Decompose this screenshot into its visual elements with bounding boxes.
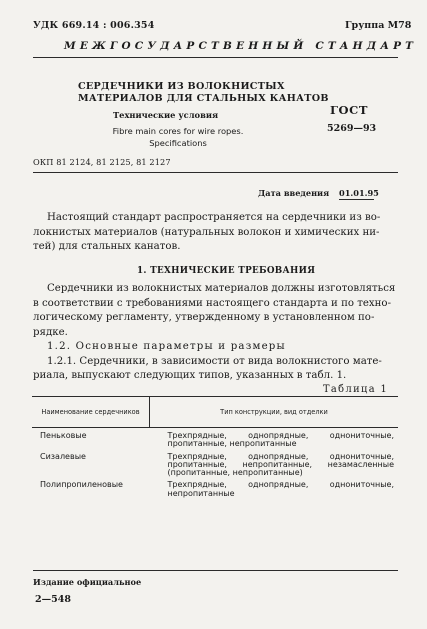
table-caption: Таблица 1 — [323, 384, 389, 395]
subsection-1-2-heading: 1.2. Основные параметры и размеры — [47, 341, 286, 352]
s121-line-2: риала, выпускают следующих типов, указанных в табл. 1. — [33, 370, 347, 381]
table-row — [32, 428, 398, 449]
intro-line-3: тей) для стальных канатов. — [33, 241, 181, 252]
effective-date-label: Дата введения — [258, 188, 330, 198]
s121-line-1: 1.2.1. Сердечники, в зависимости от вида волокнистого мате- — [47, 355, 382, 367]
title-line-1: СЕРДЕЧНИКИ ИЗ ВОЛОКНИСТЫХ — [78, 81, 285, 92]
row-name: Пеньковые — [40, 431, 87, 440]
date-underline — [339, 199, 374, 200]
table-header-row — [32, 397, 398, 428]
group-code: Группа М78 — [345, 20, 412, 31]
interstate-standard-banner: МЕЖГОСУДАРСТВЕННЫЙ СТАНДАРТ — [64, 40, 418, 52]
udk-code: УДК 669.14 : 006.354 — [33, 20, 155, 31]
cores-table — [32, 396, 398, 498]
row-desc: Трехпрядные, однопрядные, однониточные, пропитанные, непропитанные, незамасленные (пропитанные, непропитанные) — [167, 451, 394, 478]
s11-line-2: в соответствии с требованиями настоящего стандарта и по техно- — [33, 297, 392, 309]
row-desc: Трехпрядные, однопрядные, однониточные, непропитанные — [167, 480, 394, 498]
section-heading: 1. ТЕХНИЧЕСКИЕ ТРЕБОВАНИЯ — [137, 266, 316, 276]
intro-line-1: Настоящий стандарт распространяется на сердечники из во- — [47, 212, 381, 223]
top-divider — [33, 57, 398, 58]
document-subtitle: Технические условия — [113, 110, 219, 120]
footer-divider — [33, 570, 398, 571]
row-name: Сизалевые — [40, 451, 86, 461]
title-line-2: МАТЕРИАЛОВ ДЛЯ СТАЛЬНЫХ КАНАТОВ — [78, 93, 329, 104]
page-code: 2—548 — [35, 594, 71, 605]
gost-label: ГОСТ — [330, 103, 369, 117]
s11-line-1: Сердечники из волокнистых материалов должны изготовляться — [47, 283, 396, 294]
table-row — [32, 477, 398, 498]
english-title: Fibre main cores for wire ropes. Specifications — [112, 126, 244, 148]
official-edition-note: Издание официальное — [33, 577, 142, 587]
s11-line-4: рядке. — [33, 326, 68, 338]
table-header-name — [32, 397, 150, 428]
table-header-type — [150, 397, 399, 428]
table-row — [32, 449, 398, 478]
section-1-1-paragraph — [33, 282, 395, 384]
intro-paragraph — [33, 211, 380, 255]
s11-line-3: логическому регламенту, утвержденному в установленном по- — [33, 312, 375, 323]
okp-divider — [33, 172, 398, 173]
effective-date-value: 01.01.95 — [339, 188, 379, 198]
header-type-text: Тип конструкции, вид отделки — [220, 408, 328, 416]
okp-codes: ОКП 81 2124, 81 2125, 81 2127 — [33, 157, 171, 167]
gost-number: 5269—93 — [327, 123, 377, 134]
document-title — [78, 81, 329, 105]
header-name-text: Наименование сердечников — [41, 408, 140, 416]
row-name: Полипропиленовые — [40, 480, 123, 490]
row-desc: Трехпрядные, однопрядные, однониточные, пропитанные, непропитанные — [167, 431, 394, 449]
intro-line-2: локнистых материалов (натуральных волокон и химических ни- — [33, 226, 380, 238]
